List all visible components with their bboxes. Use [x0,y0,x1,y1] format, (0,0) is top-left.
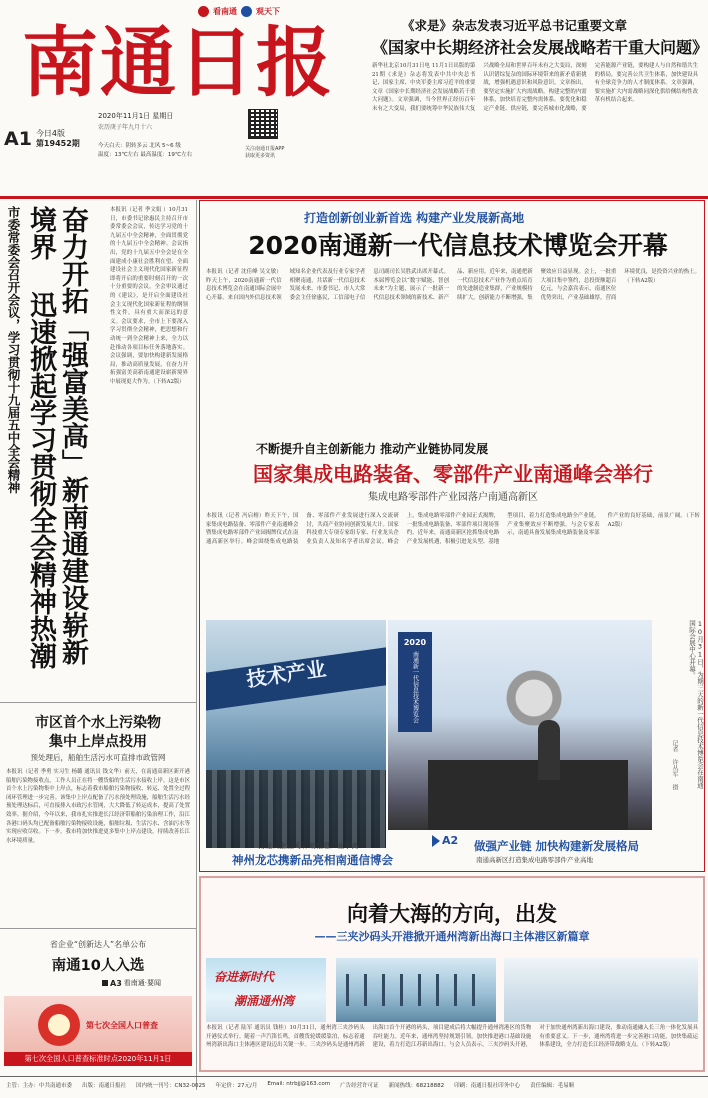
brief1-headline-1: 市区首个水上污染物 [35,715,161,731]
right-caption-sub: 南通高新区打造集成电路零部件产业高地 [476,856,593,864]
edition-meta [36,129,80,149]
a2-page-ref[interactable] [432,834,458,847]
feature2-kicker: 不断提升自主创新能力 推动产业链协同发展 [256,442,489,456]
logo-circle-icon [198,6,209,17]
visitor [538,720,560,780]
feature2-subhead: 集成电路零部件产业园落户南通高新区 [368,492,538,503]
footer-publisher: 出版：南通日报社 [82,1083,127,1089]
photo-banner-text: 技术产业 [244,656,328,692]
brief2-page-ref-label: A3 [110,978,122,988]
partner-a: 看南通 [213,7,237,16]
sea-headline: 向着大海的方向，出发 [347,901,557,926]
sea-photo [206,958,326,1022]
weather [98,142,192,160]
brief2-ref-label: 看南通·要闻 [123,979,161,987]
left-vertical-headline: 奋力开拓「强富美高」新南通建设崭新境界 迅速掀起学习贯彻全会精神热潮 [25,206,88,669]
crowd [206,770,386,848]
a2-page-ref-label: A2 [442,834,459,847]
feature1-kicker: 打造创新创业新首选 构建产业发展新高地 [304,211,525,225]
brief1-headline-2: 集中上岸点投用 [49,734,147,750]
newspaper-logo: 南通日报 [22,18,334,107]
top-story-body: 新华社北京10月31日电 11月1日出版的第21期《求是》杂志将发表中共中央总书记、国家主席、中央军委主席习近平的重要文章《国家中长期经济社会发展战略若干重大问题》。文章强调，当今世界正经历百年未有之大变局，我们要统筹中华民族伟大复兴战略全局和世界百年未有之大变局，深刻认识错综复杂的国际环境带来的新矛盾新挑战，增强机遇意识和风险意识。文章指出，要坚定实施扩大内需战略，构建完整的内需体系，加快培育完整内需体系。要优化和稳定产业链、供应链，要完善城市化战略，要完善能源产业链，要构建人与自然和谐共生的格局，要完善公共卫生体系，加快建设具有全球竞争力的人才制度体系。文章强调，要实施扩大内需战略同深化供给侧结构性改革有机结合起来。 [372,63,698,112]
left-caption[interactable]: 神州龙芯携新品亮相南通信博会 [232,853,393,867]
footer-printer: 印刷：南通日报社印务中心 [454,1083,521,1089]
census-banner: 第七次全国人口普查标准时点2020年11月1日 [4,1052,192,1066]
weather-line-2: 温度：13℃左右 最高温度：19℃左右 [98,152,193,158]
sea-subhead: ——三夹沙码头开港掀开通州湾新出海口主体港区新篇章 [314,930,590,943]
footer-sponsor: 主管：主办：中共南通市委 [6,1083,73,1089]
badge-year: 2020 [403,638,427,647]
feature1-body: 本报讯（记者 沈佳峰 吴文敏）昨天上午，2020南通新一代信息技术博览会在南通国际会展中心开幕。来自国内外信息技术领域知名企业代表及行业专家学者相聚南通，共话新一代信息技术发展未来。市委书记、市人大常委会主任徐惠民，工信部电子信息司副司长吴胜武出席开幕式。本届博览会以“数字赋能、智创未来”为主题，展示了一批新一代信息技术领域的新技术、新产品、新应用。近年来，南通把新一代信息技术产业作为重点培育的先进制造业集群，产业规模持续扩大，创新能力不断增强，集聚效应日益显现。会上，一批重大项目集中签约，总投资额超百亿元。与会嘉宾表示，南通区位优势突出，产业基础雄厚，营商环境优良，是投资兴业的热土。（下转A2版） [206,269,700,301]
feature2-body: 本报讯（记者 冯启榕）昨天下午，国家集成电路装备、零部件产业南通峰会暨集成电路零部件产业园揭牌仪式在南通高新区举行。峰会围绕集成电路装备、零部件产业发展进行深入交流研讨，共商产业协同创新发展大计。国家科技重大专项专家组专家、行业龙头企业负责人及知名学者出席会议。峰会上，集成电路零部件产业园正式揭牌，一批集成电路装备、零部件项目现场签约。近年来，南通高新区抢抓集成电路产业发展机遇，积极引进龙头型、基地型项目，着力打造集成电路全产业链，产业集聚效应不断增强。与会专家表示，南通具备发展集成电路装备及零部件产业的良好基础，前景广阔。（下转A2版） [206,513,700,545]
census-kicker: 第七次全国人口普查 [86,1021,158,1030]
masthead [0,0,708,196]
issue-number: 第19452期 [35,139,80,148]
exhibit-base [428,760,628,830]
footer-cn-no: 国内统一刊号：CN32-0025 [136,1083,206,1089]
sea-photo-2 [336,958,496,1022]
left-caption-sub: 扬龙头企业风采 助信息产业攀高 [258,842,359,850]
brief2-kicker: 省企业“创新达人”名单公布 [49,940,147,949]
census-emblem-inner [48,1014,70,1036]
weather-line-1: 今天白天：阴转多云 北风 5~6 级 [98,143,181,149]
feature1-headline: 2020南通新一代信息技术博览会开幕 [248,231,668,260]
brief1-subhead: 预处理后，船舶生活污水可直排市政管网 [30,753,166,762]
sea-photo-text-b: 潮涌通州湾 [234,994,295,1008]
photo-caption-vertical: 10月31日，为期三天的新一代信息技术博览会在南通国际会展中心开幕。 [688,620,704,789]
qr-caption-2: 获取更多资讯 [245,153,276,159]
brief1-top-rule [0,702,196,703]
sea-body: 本报讯（记者 陆军 通讯员 钱桂）10月31日，通州湾三夹沙码头开港仪式举行。随着一声汽笛长鸣，首艘货轮缓缓靠泊，标志着通州湾新出海口主体港区建设迈出关键一步。三夹沙码头是通州湾新出海口首个开港的码头，项目建成后将大幅提升通州湾港区的货物吞吐能力。近年来，通州湾坚持规划引领，加快推进港口基础设施建设，着力打造江苏新出海口。与会人员表示，三夹沙码头开港，对于加快通州湾新出海口建设，推动南通融入长三角一体化发展具有重要意义。下一步，通州湾将进一步完善港口功能，加快集疏运体系建设，全力打造长江经济带战略支点。（下转A2版） [206,1025,698,1049]
footer-hotline: 新闻热线：68218882 [388,1083,445,1089]
date-line: 2020年11月1日 星期日 [98,112,174,120]
port-cranes [346,974,486,1006]
feature2-headline: 国家集成电路装备、零部件产业南通峰会举行 [253,462,653,486]
brief2-headline: 南通10人入选 [51,958,145,974]
masthead-divider [0,196,708,199]
footer-price: 年定价：27元/月 [215,1083,258,1089]
square-bullet-icon [102,980,108,986]
expo-photo-left [206,620,386,848]
lunar-date: 农历庚子年九月十六 [98,124,153,131]
photo-credit: 记者 许丛军 摄 [671,740,678,790]
badge-title: 南通新一代信息技术博览会 [411,651,419,723]
logo-circle-icon-2 [241,6,252,17]
top-story-headline: 《国家中长期经济社会发展战略若干重大问题》 [372,38,708,57]
sea-photo-text-a: 奋进新时代 [214,970,275,984]
expo-photo-right [388,620,652,830]
brief2-top-rule [0,928,196,929]
footer-email[interactable]: Email: ntrbjj@163.com [267,1081,331,1087]
qr-caption [245,146,284,160]
partner-badge [198,6,280,17]
qr-caption-1: 关注南通日报APP [245,146,285,152]
right-caption[interactable]: 做强产业链 加快构建新发展格局 [474,839,640,853]
left-column-body: 本报讯（记者 季文娟 ）10月31日，市委书记徐惠民主持召开市委常委会会议，传达学习党的十九届五中全会精神，全面贯彻党的十九届五中全会精神。会议指出，党的十九届五中全会是在全面建成小康社会胜利在望、全面建设社会主义现代化国家新征程即将开启的重要时刻召开的一次十分重要的会议。全会审议通过的《建议》，是开启全面建设社会主义现代化国家新征程的纲领性文件，具有重大而深远的意义。会议要求，全市上下要深入学习贯彻全会精神，把思想和行动统一到全会精神上来，全力以赴推动各项目标任务落地落实。会议强调，要加快构建新发展格局，推动高质量发展，在奋力开拓强富美高新南通建设崭新境界中展现更大作为。（下转A2版） [110,207,188,385]
sea-photo-3 [504,958,698,1022]
triangle-right-icon [432,835,440,847]
qr-code[interactable] [248,109,278,139]
top-story-kicker: 《求是》杂志发表习近平总书记重要文章 [402,18,628,33]
footer-editor: 责任编辑：毛易顺 [530,1083,575,1089]
edition-box [4,128,80,150]
edition-code: A1 [4,128,32,150]
partner-b: 观天下 [256,7,280,16]
footer-ad-license: 广告经营许可证 [340,1083,379,1089]
brief2-page-ref[interactable] [102,978,161,988]
brief1-body: 本报讯（记者 季勇 实习生 杨璐 通讯员 钱文华）前天，在南通高新区新开港船舶污染物接收点，工作人员正在将一艘货船的生活污水接收上岸。这是市区首个水上污染物集中上岸点，标志着我市船舶污染物接收、转运、处置全过程闭环管理进一步完善。该集中上岸点配备了污水预处理设施，船舶生活污水经预处理达标后，可直接排入市政污水管网，大大降低了转运成本，提高了处置效率。据介绍，今年以来，我市扎实推进长江经济带船舶污染治理工作，沿江各港口码头均已配备船舶污染物接收设施，船舶垃圾、生活污水、含油污水等实现应收尽收。下一步，我市将加快推进更多集中上岸点建设，持续改善长江水环境质量。 [6,769,190,844]
footer [6,1081,706,1089]
footer-rule [0,1076,708,1077]
expo-badge [398,632,432,732]
left-divider [196,200,197,1090]
edition-info: 今日4版 [35,129,66,138]
left-vertical-kicker: 市委常委会召开会议，学习贯彻十九届五中全会精神 [6,206,21,494]
